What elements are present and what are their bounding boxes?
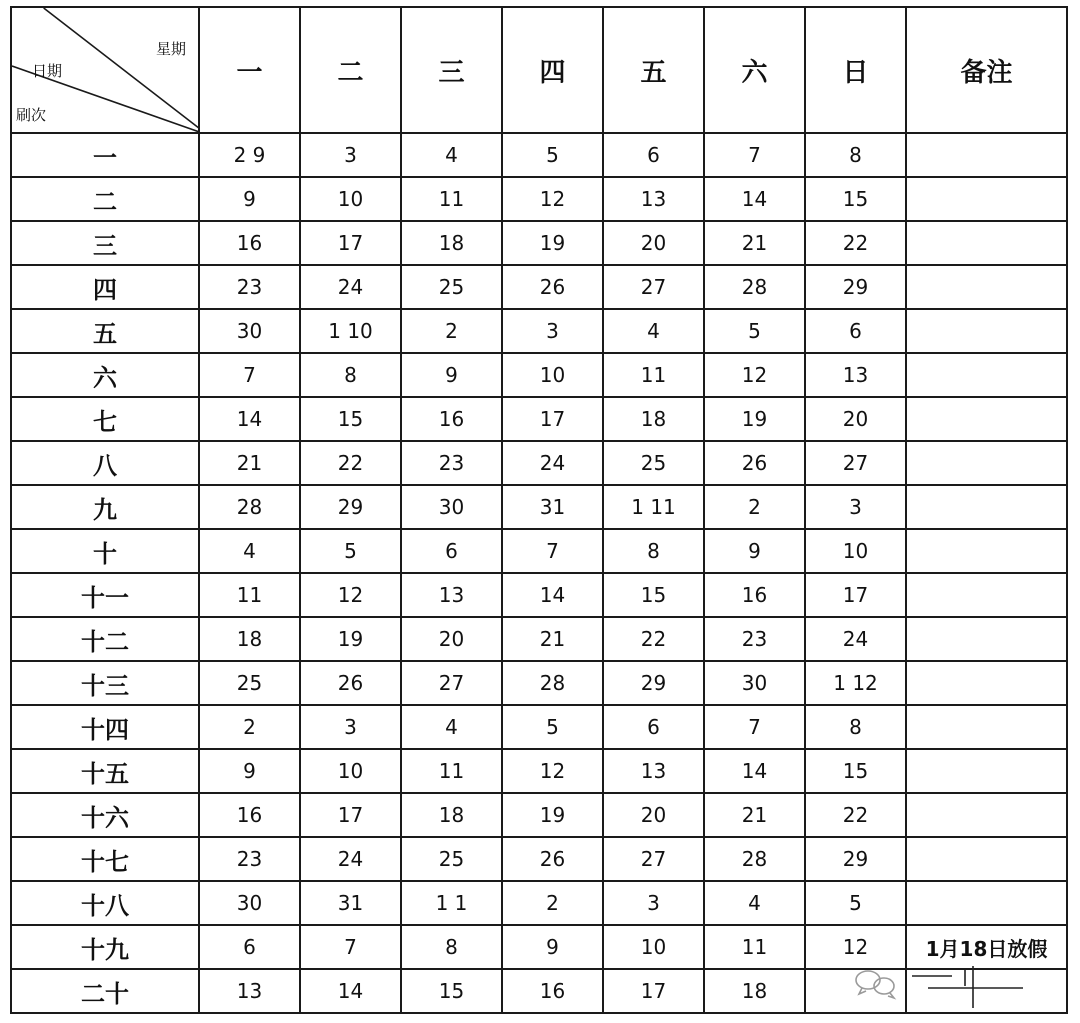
day-header-tue: 二 [300,7,401,133]
row-label: 九 [11,485,199,529]
date-cell-sun: 1 12 [805,661,906,705]
date-cell-mon: 7 [199,353,300,397]
date-cell-mon: 18 [199,617,300,661]
date-cell-wed: 18 [401,793,502,837]
date-cell-wed: 20 [401,617,502,661]
date-cell-fri: 27 [603,265,704,309]
date-cell-mon: 21 [199,441,300,485]
date-cell-fri: 20 [603,221,704,265]
date-cell-tue: 3 [300,133,401,177]
table-row [11,617,1067,661]
table-row [11,749,1067,793]
date-cell-tue: 24 [300,265,401,309]
date-cell-wed: 4 [401,705,502,749]
date-cell-mon: 16 [199,221,300,265]
day-header-wed: 三 [401,7,502,133]
table-row [11,353,1067,397]
table-row [11,881,1067,925]
date-cell-sun: 12 [805,925,906,969]
date-cell-tue: 10 [300,177,401,221]
row-label: 一 [11,133,199,177]
date-cell-wed: 27 [401,661,502,705]
date-cell-tue: 12 [300,573,401,617]
date-cell-fri: 29 [603,661,704,705]
date-cell-tue: 29 [300,485,401,529]
remark-cell [906,749,1067,793]
date-cell-wed: 15 [401,969,502,1013]
date-cell-thu: 12 [502,177,603,221]
row-label: 五 [11,309,199,353]
date-cell-fri: 20 [603,793,704,837]
date-cell-fri: 6 [603,705,704,749]
date-cell-sun: 20 [805,397,906,441]
date-cell-tue: 31 [300,881,401,925]
remark-cell [906,969,1067,1013]
date-cell-thu: 5 [502,705,603,749]
date-cell-sun: 5 [805,881,906,925]
date-cell-sat: 9 [704,529,805,573]
date-cell-thu: 10 [502,353,603,397]
date-cell-sun: 8 [805,705,906,749]
row-label: 十七 [11,837,199,881]
date-cell-tue: 17 [300,221,401,265]
date-cell-sun: 22 [805,221,906,265]
date-cell-sun: 17 [805,573,906,617]
table-row [11,133,1067,177]
schedule-sheet [10,6,1066,1012]
date-cell-mon: 9 [199,177,300,221]
date-cell-fri: 3 [603,881,704,925]
date-cell-fri: 27 [603,837,704,881]
date-cell-sun: 22 [805,793,906,837]
table-row [11,529,1067,573]
table-row [11,573,1067,617]
date-cell-sun: 15 [805,177,906,221]
remark-cell [906,265,1067,309]
row-label: 十三 [11,661,199,705]
remark-cell [906,881,1067,925]
date-cell-fri: 18 [603,397,704,441]
date-cell-fri: 11 [603,353,704,397]
row-label: 十一 [11,573,199,617]
table-row [11,265,1067,309]
date-cell-sun: 8 [805,133,906,177]
date-cell-tue: 3 [300,705,401,749]
date-cell-wed: 13 [401,573,502,617]
date-cell-tue: 8 [300,353,401,397]
date-cell-thu: 19 [502,221,603,265]
schedule-table [10,6,1068,1014]
date-cell-wed: 25 [401,265,502,309]
date-cell-sun: 29 [805,265,906,309]
date-cell-sat: 4 [704,881,805,925]
date-cell-mon: 6 [199,925,300,969]
row-label: 十五 [11,749,199,793]
date-cell-tue: 5 [300,529,401,573]
date-cell-wed: 11 [401,177,502,221]
date-cell-sun: 29 [805,837,906,881]
date-cell-tue: 7 [300,925,401,969]
date-cell-mon: 30 [199,309,300,353]
table-row [11,397,1067,441]
date-cell-thu: 3 [502,309,603,353]
date-cell-wed: 1 1 [401,881,502,925]
table-row [11,925,1067,969]
remark-cell [906,837,1067,881]
date-cell-sun: 27 [805,441,906,485]
date-cell-wed: 11 [401,749,502,793]
remark-cell [906,485,1067,529]
date-cell-fri: 6 [603,133,704,177]
date-cell-mon: 2 [199,705,300,749]
date-cell-sat: 11 [704,925,805,969]
date-cell-sun: 3 [805,485,906,529]
corner-times-label: 刷次 [16,106,47,124]
remark-cell: 1月18日放假 [906,925,1067,969]
date-cell-sun: 15 [805,749,906,793]
date-cell-mon: 4 [199,529,300,573]
remark-cell [906,441,1067,485]
date-cell-tue: 14 [300,969,401,1013]
date-cell-fri: 17 [603,969,704,1013]
header-row [11,7,1067,133]
date-cell-tue: 15 [300,397,401,441]
row-label: 二 [11,177,199,221]
remark-cell [906,793,1067,837]
date-cell-sat: 18 [704,969,805,1013]
date-cell-wed: 18 [401,221,502,265]
date-cell-tue: 1 10 [300,309,401,353]
date-cell-thu: 17 [502,397,603,441]
date-cell-fri: 8 [603,529,704,573]
date-cell-mon: 23 [199,837,300,881]
date-cell-wed: 23 [401,441,502,485]
date-cell-thu: 21 [502,617,603,661]
date-cell-wed: 2 [401,309,502,353]
remark-cell [906,309,1067,353]
date-cell-sat: 14 [704,749,805,793]
table-row [11,441,1067,485]
date-cell-mon: 14 [199,397,300,441]
date-cell-tue: 22 [300,441,401,485]
date-cell-thu: 16 [502,969,603,1013]
remarks-header: 备注 [906,7,1067,133]
date-cell-fri: 13 [603,749,704,793]
day-header-thu: 四 [502,7,603,133]
date-cell-wed: 9 [401,353,502,397]
date-cell-sun [805,969,906,1013]
day-header-sat: 六 [704,7,805,133]
row-label: 十九 [11,925,199,969]
date-cell-thu: 14 [502,573,603,617]
row-label: 三 [11,221,199,265]
corner-header-cell [11,7,199,133]
row-label: 十四 [11,705,199,749]
date-cell-fri: 10 [603,925,704,969]
date-cell-fri: 4 [603,309,704,353]
table-row [11,661,1067,705]
date-cell-thu: 9 [502,925,603,969]
date-cell-wed: 16 [401,397,502,441]
table-row [11,177,1067,221]
remark-cell [906,133,1067,177]
remark-cell [906,397,1067,441]
row-label: 七 [11,397,199,441]
row-label: 十八 [11,881,199,925]
date-cell-sat: 7 [704,705,805,749]
date-cell-sun: 13 [805,353,906,397]
date-cell-wed: 8 [401,925,502,969]
date-cell-tue: 24 [300,837,401,881]
table-row [11,837,1067,881]
date-cell-sat: 21 [704,221,805,265]
date-cell-fri: 25 [603,441,704,485]
date-cell-thu: 19 [502,793,603,837]
remark-cell [906,573,1067,617]
date-cell-sat: 19 [704,397,805,441]
remark-cell [906,353,1067,397]
date-cell-sun: 6 [805,309,906,353]
date-cell-sat: 23 [704,617,805,661]
date-cell-wed: 30 [401,485,502,529]
table-row [11,309,1067,353]
date-cell-sun: 24 [805,617,906,661]
schedule-body [11,133,1067,1013]
date-cell-mon: 30 [199,881,300,925]
date-cell-thu: 5 [502,133,603,177]
date-cell-mon: 23 [199,265,300,309]
date-cell-thu: 31 [502,485,603,529]
row-label: 十 [11,529,199,573]
date-cell-mon: 11 [199,573,300,617]
date-cell-thu: 24 [502,441,603,485]
date-cell-thu: 12 [502,749,603,793]
day-header-sun: 日 [805,7,906,133]
date-cell-wed: 6 [401,529,502,573]
date-cell-wed: 25 [401,837,502,881]
row-label: 十六 [11,793,199,837]
table-row [11,705,1067,749]
day-header-fri: 五 [603,7,704,133]
table-row [11,485,1067,529]
date-cell-fri: 15 [603,573,704,617]
date-cell-thu: 26 [502,265,603,309]
date-cell-mon: 28 [199,485,300,529]
date-cell-fri: 22 [603,617,704,661]
remark-cell [906,617,1067,661]
date-cell-mon: 13 [199,969,300,1013]
date-cell-sat: 21 [704,793,805,837]
date-cell-thu: 26 [502,837,603,881]
row-label: 二十 [11,969,199,1013]
date-cell-mon: 9 [199,749,300,793]
date-cell-mon: 2 9 [199,133,300,177]
row-label: 八 [11,441,199,485]
date-cell-sat: 28 [704,837,805,881]
remark-cell [906,221,1067,265]
date-cell-sun: 10 [805,529,906,573]
date-cell-sat: 30 [704,661,805,705]
date-cell-sat: 14 [704,177,805,221]
remark-cell [906,529,1067,573]
date-cell-tue: 26 [300,661,401,705]
row-label: 十二 [11,617,199,661]
remark-cell [906,661,1067,705]
remark-cell [906,177,1067,221]
date-cell-fri: 1 11 [603,485,704,529]
row-label: 四 [11,265,199,309]
date-cell-tue: 17 [300,793,401,837]
date-cell-sat: 26 [704,441,805,485]
date-cell-mon: 16 [199,793,300,837]
date-cell-sat: 2 [704,485,805,529]
date-cell-tue: 19 [300,617,401,661]
date-cell-sat: 28 [704,265,805,309]
day-header-mon: 一 [199,7,300,133]
table-row [11,221,1067,265]
date-cell-sat: 7 [704,133,805,177]
date-cell-sat: 12 [704,353,805,397]
date-cell-mon: 25 [199,661,300,705]
date-cell-thu: 7 [502,529,603,573]
date-cell-thu: 28 [502,661,603,705]
date-cell-thu: 2 [502,881,603,925]
table-row [11,969,1067,1013]
date-cell-fri: 13 [603,177,704,221]
date-cell-sat: 16 [704,573,805,617]
date-cell-sat: 5 [704,309,805,353]
corner-date-label: 日期 [32,62,63,80]
row-label: 六 [11,353,199,397]
table-row [11,793,1067,837]
corner-week-label: 星期 [155,40,186,58]
date-cell-wed: 4 [401,133,502,177]
date-cell-tue: 10 [300,749,401,793]
remark-cell [906,705,1067,749]
